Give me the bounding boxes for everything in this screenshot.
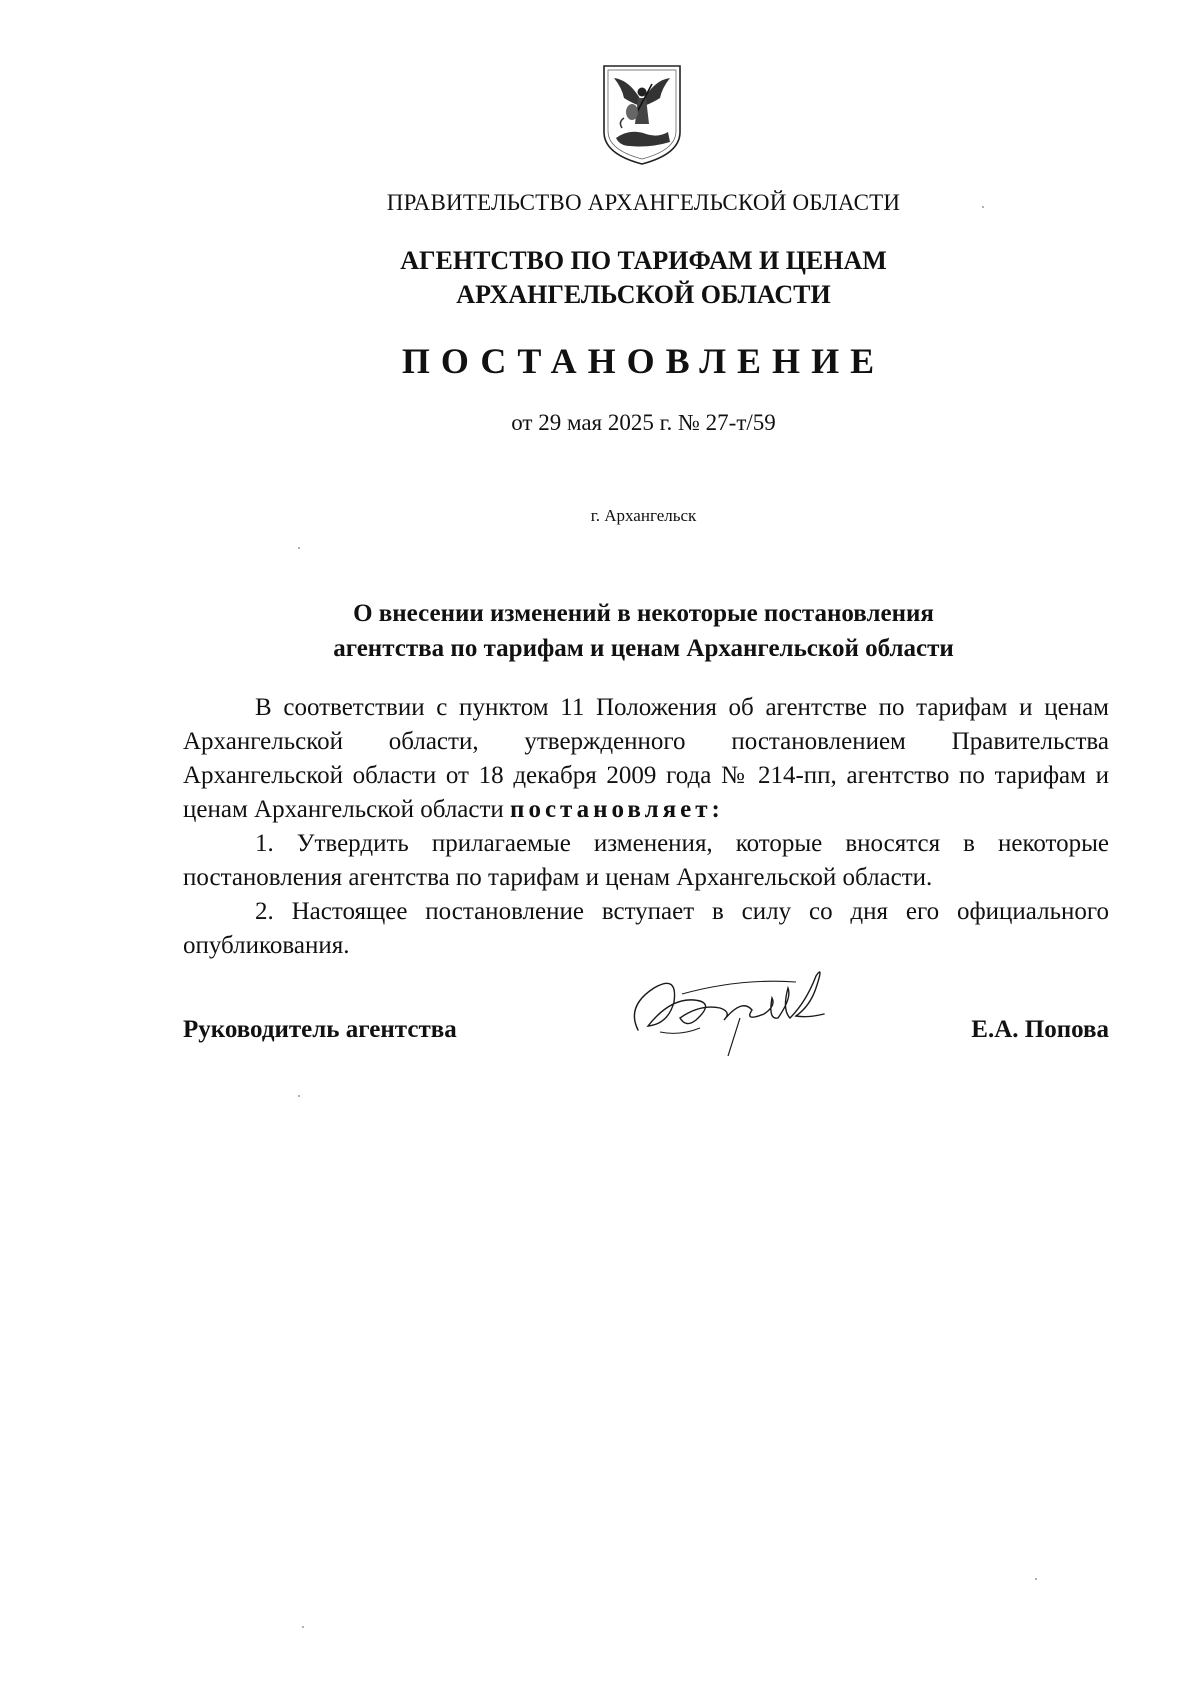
scan-speck	[298, 1095, 300, 1097]
item-2-paragraph: 2. Настоящее постановление вступает в силу со дня его официального опубликования.	[183, 898, 1109, 959]
preamble-paragraph	[183, 691, 1109, 827]
coat-of-arms-icon	[600, 62, 684, 166]
document-city: г. Архангельск	[590, 506, 697, 525]
subject-line-2: агентства по тарифам и ценам Архангельской области	[333, 635, 954, 662]
scan-speck	[982, 206, 984, 208]
signatory-name: Е.А. Попова	[971, 1016, 1109, 1043]
preamble-text: В соответствии с пунктом 11 Положения об агентстве по тарифам и ценам Архангельской области, утвержденного постановлением Правительства Архангельской области от 18 декабря 2009 года № 214-пп, агентство по тарифам и ценам Архангельской области	[183, 694, 1109, 823]
resolves-word: постановляет:	[510, 796, 724, 823]
document-type-title: ПОСТАНОВЛЕНИЕ	[401, 341, 886, 381]
scan-speck	[298, 547, 300, 549]
agency-name-line-2: АРХАНГЕЛЬСКОЙ ОБЛАСТИ	[456, 280, 831, 309]
signatory-role: Руководитель агентства	[183, 1016, 457, 1043]
handwritten-signature	[620, 958, 840, 1058]
item-1-paragraph: 1. Утвердить прилагаемые изменения, которые вносятся в некоторые постановления агентства по тарифам и ценам Архангельской области.	[183, 830, 1109, 891]
agency-name	[0, 244, 1200, 312]
agency-name-line-1: АГЕНТСТВО ПО ТАРИФАМ И ЦЕНАМ	[400, 246, 887, 275]
document-body	[183, 691, 1109, 963]
scan-speck	[1035, 1578, 1037, 1580]
scan-speck	[302, 1626, 304, 1628]
document-subject	[0, 596, 1200, 666]
government-name: ПРАВИТЕЛЬСТВО АРХАНГЕЛЬСКОЙ ОБЛАСТИ	[386, 190, 901, 215]
subject-line-1: О внесении изменений в некоторые постановления	[353, 600, 934, 627]
document-date-number: от 29 мая 2025 г. № 27-т/59	[511, 410, 776, 435]
